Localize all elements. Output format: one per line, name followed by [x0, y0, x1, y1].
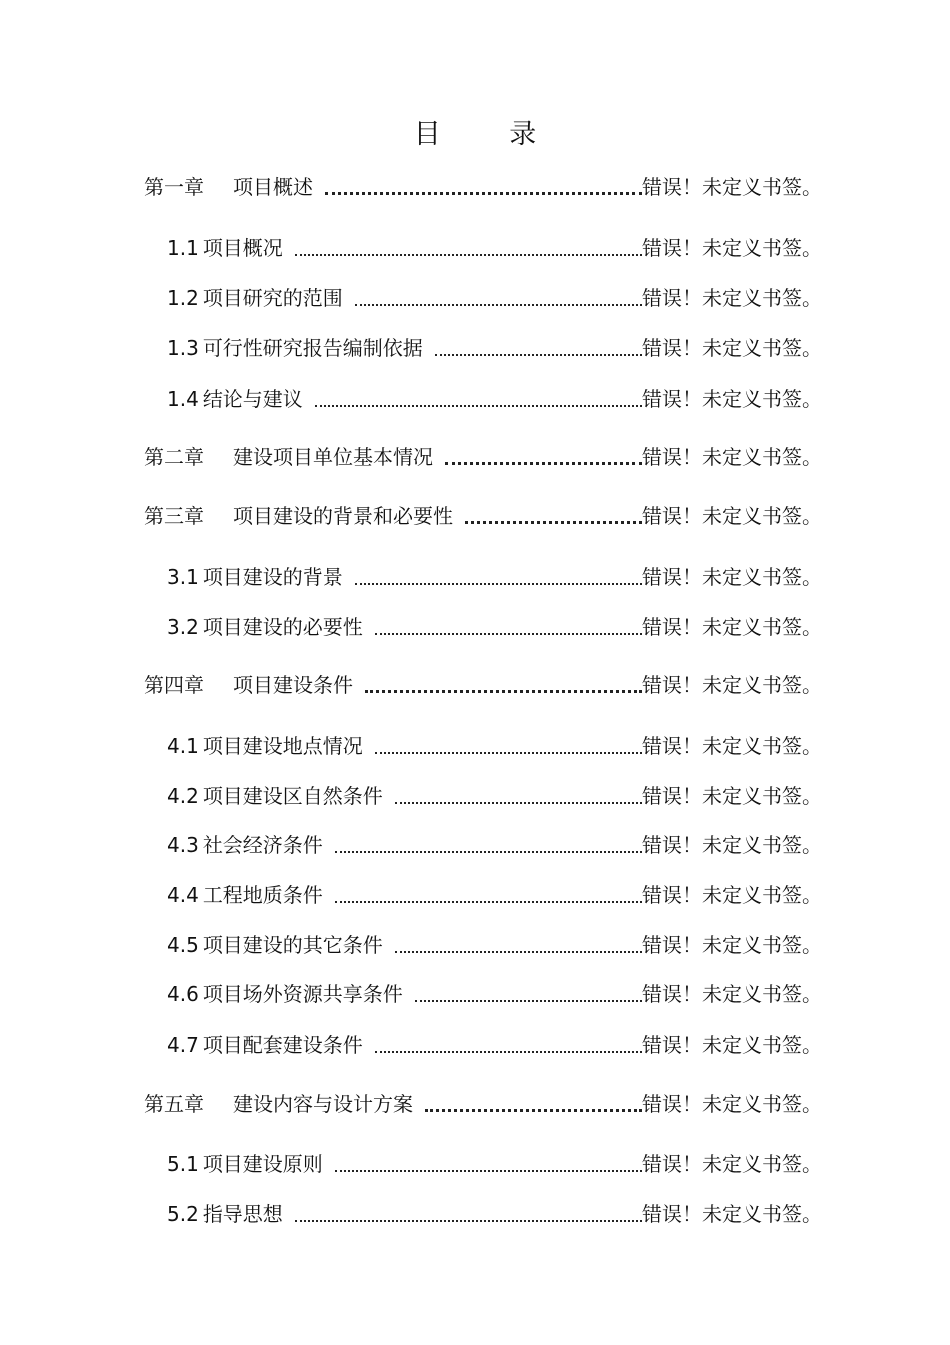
toc-label: [144, 1089, 413, 1119]
toc-page-ref: 错误！未定义书签。: [642, 565, 822, 589]
toc-title: 项目建设的其它条件: [202, 933, 383, 957]
toc-title: 建设内容与设计方案: [233, 1092, 413, 1116]
toc-label: [167, 562, 343, 592]
toc-entry-3-2[interactable]: [167, 612, 820, 642]
toc-entry-5-2[interactable]: [167, 1199, 820, 1229]
dot-leader: [335, 880, 642, 910]
toc-page-ref: 错误！未定义书签。: [642, 236, 822, 260]
toc-title: 项目建设的背景: [202, 565, 343, 589]
toc-number: 5.2: [167, 1202, 199, 1226]
dot-leader: [365, 670, 642, 700]
toc-label: [167, 830, 323, 860]
toc-page-ref: 错误！未定义书签。: [642, 673, 822, 697]
toc-page-ref: 错误！未定义书签。: [642, 387, 822, 411]
dot-leader: [425, 1089, 642, 1119]
toc-title: 项目建设条件: [233, 673, 353, 697]
toc-number: 第三章: [144, 504, 204, 528]
toc-page-ref: 错误！未定义书签。: [642, 1033, 822, 1057]
toc-entry-4-5[interactable]: [167, 930, 820, 960]
toc-label: [144, 172, 313, 202]
toc-entry-3-1[interactable]: [167, 562, 820, 592]
toc-label: [167, 233, 283, 263]
toc-number: 1.1: [167, 236, 199, 260]
dot-leader: [315, 384, 642, 414]
toc-page-ref: 错误！未定义书签。: [642, 1202, 822, 1226]
page-title: 目 录: [413, 119, 567, 150]
toc-page-ref: 错误！未定义书签。: [642, 504, 822, 528]
toc-number: 第二章: [144, 445, 204, 469]
toc-label: [167, 1199, 283, 1229]
toc-label: [167, 979, 403, 1009]
toc-entry-chapter-2[interactable]: [144, 442, 820, 472]
toc-number: 4.3: [167, 833, 199, 857]
toc-label: [144, 670, 353, 700]
toc-entry-4-2[interactable]: [167, 781, 820, 811]
toc-label: [144, 501, 453, 531]
toc-label: [167, 612, 363, 642]
dot-leader: [435, 333, 642, 363]
toc-page-ref: 错误！未定义书签。: [642, 833, 822, 857]
toc-page-ref: 错误！未定义书签。: [642, 982, 822, 1006]
toc-page-ref: 错误！未定义书签。: [642, 286, 822, 310]
toc-title: 可行性研究报告编制依据: [202, 336, 423, 360]
toc-title: 社会经济条件: [202, 833, 323, 857]
toc-number: 4.1: [167, 734, 199, 758]
toc-number: 1.3: [167, 336, 199, 360]
dot-leader: [295, 1199, 642, 1229]
dot-leader: [445, 442, 642, 472]
toc-title: 项目概述: [233, 175, 313, 199]
toc-number: 4.7: [167, 1033, 199, 1057]
toc-entry-1-1[interactable]: [144, 172, 820, 202]
dot-leader: [355, 562, 642, 592]
toc-label: [167, 283, 343, 313]
dot-leader: [335, 830, 642, 860]
toc-entry-1-2[interactable]: [167, 283, 820, 313]
toc-number: 4.6: [167, 982, 199, 1006]
toc-entry-4-4[interactable]: [167, 880, 820, 910]
toc-entry-4-3[interactable]: [167, 830, 820, 860]
toc-label: [167, 384, 303, 414]
toc-page-ref: 错误！未定义书签。: [642, 615, 822, 639]
toc-title: 工程地质条件: [202, 883, 323, 907]
toc-title: 指导思想: [202, 1202, 283, 1226]
toc-number: 第五章: [144, 1092, 204, 1116]
toc-number: 4.2: [167, 784, 199, 808]
toc-entry-4-7[interactable]: [167, 1030, 820, 1060]
dot-leader: [465, 501, 642, 531]
toc-label: [167, 1030, 363, 1060]
toc-title: 项目建设的必要性: [202, 615, 363, 639]
dot-leader: [295, 233, 642, 263]
toc-page-ref: 错误！未定义书签。: [642, 336, 822, 360]
toc-number: 1.4: [167, 387, 199, 411]
toc-number: 5.1: [167, 1152, 199, 1176]
toc-number: 3.2: [167, 615, 199, 639]
toc-page-ref: 错误！未定义书签。: [642, 734, 822, 758]
dot-leader: [375, 731, 642, 761]
dot-leader: [375, 1030, 642, 1060]
toc-entry-chapter-4[interactable]: [144, 670, 820, 700]
dot-leader: [325, 172, 642, 202]
toc-page-ref: 错误！未定义书签。: [642, 175, 822, 199]
toc-title: 项目配套建设条件: [202, 1033, 363, 1057]
toc-page-ref: 错误！未定义书签。: [642, 445, 822, 469]
toc-label: [144, 442, 433, 472]
toc-number: 1.2: [167, 286, 199, 310]
toc-label: [167, 1149, 323, 1179]
dot-leader: [335, 1149, 642, 1179]
toc-entry-chapter-5[interactable]: [144, 1089, 820, 1119]
toc-number: 第四章: [144, 673, 204, 697]
toc-title: 项目概况: [202, 236, 283, 260]
toc-label: [167, 781, 383, 811]
toc-entry-1-4[interactable]: [167, 384, 820, 414]
toc-entry-1-1-1[interactable]: [167, 233, 820, 263]
toc-number: 4.5: [167, 933, 199, 957]
toc-label: [167, 731, 363, 761]
dot-leader: [355, 283, 642, 313]
dot-leader: [415, 979, 642, 1009]
toc-number: 第一章: [144, 175, 204, 199]
toc-entry-4-6[interactable]: [167, 979, 820, 1009]
toc-number: 4.4: [167, 883, 199, 907]
toc-page-ref: 错误！未定义书签。: [642, 933, 822, 957]
dot-leader: [375, 612, 642, 642]
toc-page-ref: 错误！未定义书签。: [642, 1092, 822, 1116]
toc-entry-1-3[interactable]: [167, 333, 820, 363]
toc-entry-chapter-3[interactable]: [144, 501, 820, 531]
toc-page-ref: 错误！未定义书签。: [642, 883, 822, 907]
toc-title: 项目建设的背景和必要性: [233, 504, 453, 528]
toc-entry-4-1[interactable]: [167, 731, 820, 761]
toc-number: 3.1: [167, 565, 199, 589]
toc-entry-5-1[interactable]: [167, 1149, 820, 1179]
toc-title: 项目建设地点情况: [202, 734, 363, 758]
toc-title: 项目场外资源共享条件: [202, 982, 403, 1006]
toc-page-ref: 错误！未定义书签。: [642, 1152, 822, 1176]
toc-title: 项目建设区自然条件: [202, 784, 383, 808]
toc-title: 项目研究的范围: [202, 286, 343, 310]
toc-page-ref: 错误！未定义书签。: [642, 784, 822, 808]
dot-leader: [395, 930, 642, 960]
toc-label: [167, 333, 423, 363]
toc-title: 建设项目单位基本情况: [233, 445, 433, 469]
dot-leader: [395, 781, 642, 811]
toc-title: 结论与建议: [202, 387, 303, 411]
toc-label: [167, 930, 383, 960]
toc-label: [167, 880, 323, 910]
toc-title: 项目建设原则: [202, 1152, 323, 1176]
